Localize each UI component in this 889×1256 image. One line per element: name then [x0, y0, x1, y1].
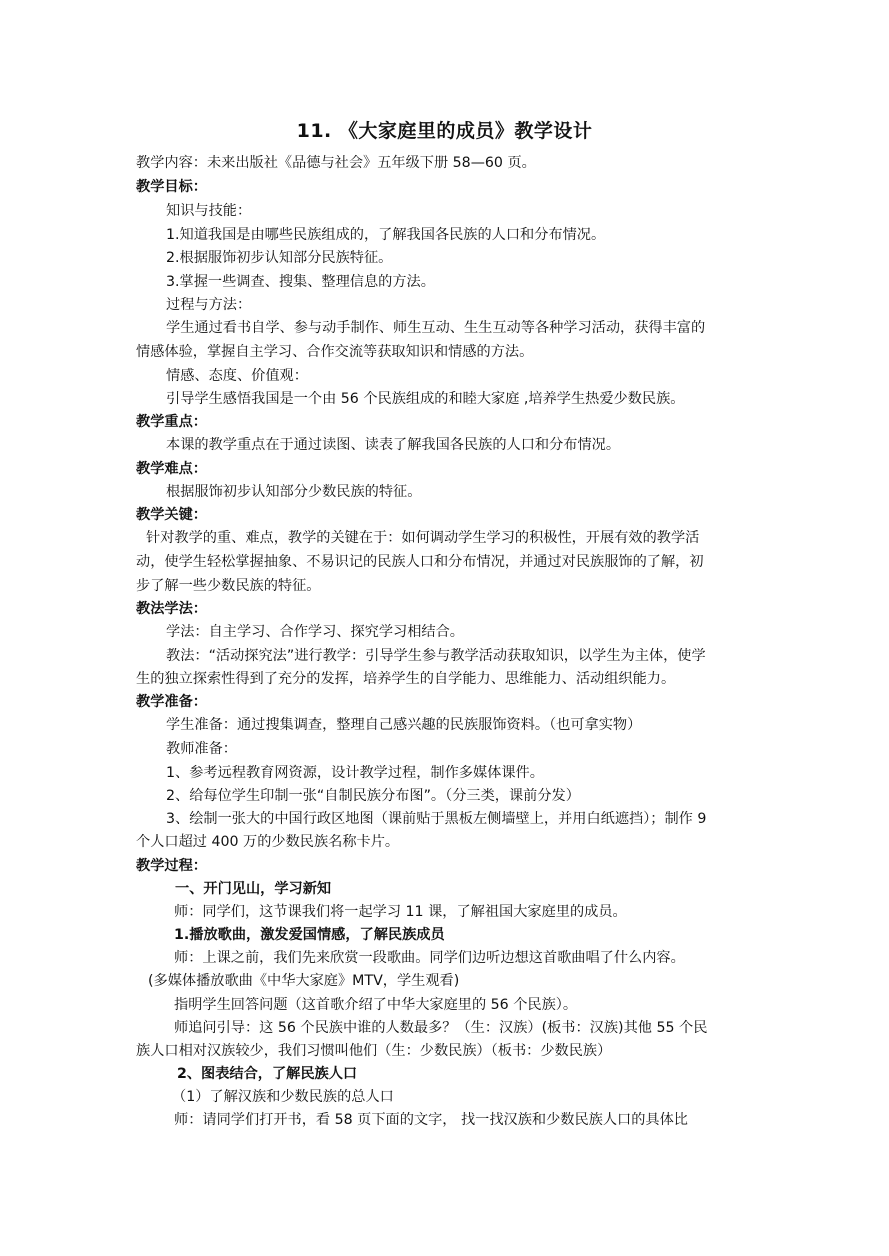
paragraph-line: 1、参考远程教育网资源，设计教学过程，制作多媒体课件。: [166, 765, 544, 781]
teaching-content-line: 教学内容：未来出版社《品德与社会》五年级下册 58—60 页。: [136, 155, 536, 171]
paragraph-line: 学生准备：通过搜集调查，整理自己感兴趣的民族服饰资料。（也可拿实物）: [166, 717, 642, 733]
paragraph-line: 2、给每位学生印制一张“自制民族分布图”。（分三类，课前分发）: [166, 788, 580, 804]
subsection-heading: 1.播放歌曲，激发爱国情感，了解民族成员: [174, 927, 445, 943]
section-heading-preparation: 教学准备：: [136, 694, 207, 710]
paragraph-line: 学法：自主学习、合作学习、探究学习相结合。: [166, 624, 464, 640]
paragraph-line: 师追问引导：这 56 个民族中谁的人数最多？（生：汉族）(板书：汉族)其他 55 个民: [174, 1020, 708, 1036]
subsection-heading: 2、图表结合，了解民族人口: [177, 1066, 358, 1082]
paragraph-line: 引导学生感悟我国是一个由 56 个民族组成的和睦大家庭 ,培养学生热爱少数民族。: [166, 391, 685, 407]
paragraph-line: (多媒体播放歌曲《中华大家庭》MTV，学生观看): [148, 973, 460, 989]
section-heading-process: 教学过程：: [136, 858, 207, 874]
paragraph-line: 个人口超过 400 万的少数民族名称卡片。: [136, 834, 400, 850]
section-heading-key-points: 教学重点：: [136, 414, 207, 430]
section-heading-objectives: 教学目标：: [136, 179, 207, 195]
paragraph-line: 3.掌握一些调查、搜集、整理信息的方法。: [166, 274, 435, 290]
paragraph-line: 情感体验，掌握自主学习、合作交流等获取知识和情感的方法。: [136, 344, 534, 360]
document-title: 11. 《大家庭里的成员》教学设计: [296, 120, 593, 142]
paragraph-line: 针对教学的重、难点，教学的关键在于：如何调动学生学习的积极性，开展有效的教学活: [146, 530, 700, 546]
paragraph-line: 教师准备：: [166, 741, 237, 757]
paragraph-line: 学生通过看书自学、参与动手制作、师生互动、生生互动等各种学习活动，获得丰富的: [166, 320, 706, 336]
section-heading-methods: 教法学法：: [136, 601, 207, 617]
paragraph-line: 师：请同学们打开书，看 58 页下面的文字， 找一找汉族和少数民族人口的具体比: [174, 1112, 688, 1128]
section-heading-difficulties: 教学难点：: [136, 461, 207, 477]
paragraph-line: 情感、态度、价值观：: [166, 368, 308, 384]
subsection-heading: 一、开门见山，学习新知: [175, 881, 332, 897]
paragraph-line: 1.知道我国是由哪些民族组成的，了解我国各民族的人口和分布情况。: [166, 227, 606, 243]
paragraph-line: 本课的教学重点在于通过读图、读表了解我国各民族的人口和分布情况。: [166, 437, 621, 453]
paragraph-line: 2.根据服饰初步认知部分民族特征。: [166, 250, 393, 266]
paragraph-line: （1）了解汉族和少数民族的总人口: [172, 1089, 394, 1105]
paragraph-line: 步了解一些少数民族的特征。: [136, 578, 321, 594]
paragraph-line: 指明学生回答问题（这首歌介绍了中华大家庭里的 56 个民族）。: [174, 997, 578, 1013]
paragraph-line: 动，使学生轻松掌握抽象、不易识记的民族人口和分布情况，并通过对民族服饰的了解，初: [136, 554, 704, 570]
paragraph-line: 教法：“活动探究法”进行教学：引导学生参与教学活动获取知识，以学生为主体，使学: [166, 648, 706, 664]
paragraph-line: 知识与技能：: [166, 203, 252, 219]
section-heading-key: 教学关键：: [136, 507, 207, 523]
paragraph-line: 师：上课之前，我们先来欣赏一段歌曲。同学们边听边想这首歌曲唱了什么内容。: [174, 950, 685, 966]
paragraph-line: 根据服饰初步认知部分少数民族的特征。: [166, 484, 422, 500]
paragraph-line: 过程与方法：: [166, 297, 252, 313]
paragraph-line: 师：同学们，这节课我们将一起学习 11 课，了解祖国大家庭里的成员。: [174, 904, 627, 920]
paragraph-line: 生的独立探索性得到了充分的发挥，培养学生的自学能力、思维能力、活动组织能力。: [136, 671, 676, 687]
paragraph-line: 族人口相对汉族较少，我们习惯叫他们（生：少数民族）（板书：少数民族）: [136, 1043, 612, 1059]
paragraph-line: 3、绘制一张大的中国行政区地图（课前贴于黑板左侧墙壁上，并用白纸遮挡）；制作 9: [166, 811, 707, 827]
